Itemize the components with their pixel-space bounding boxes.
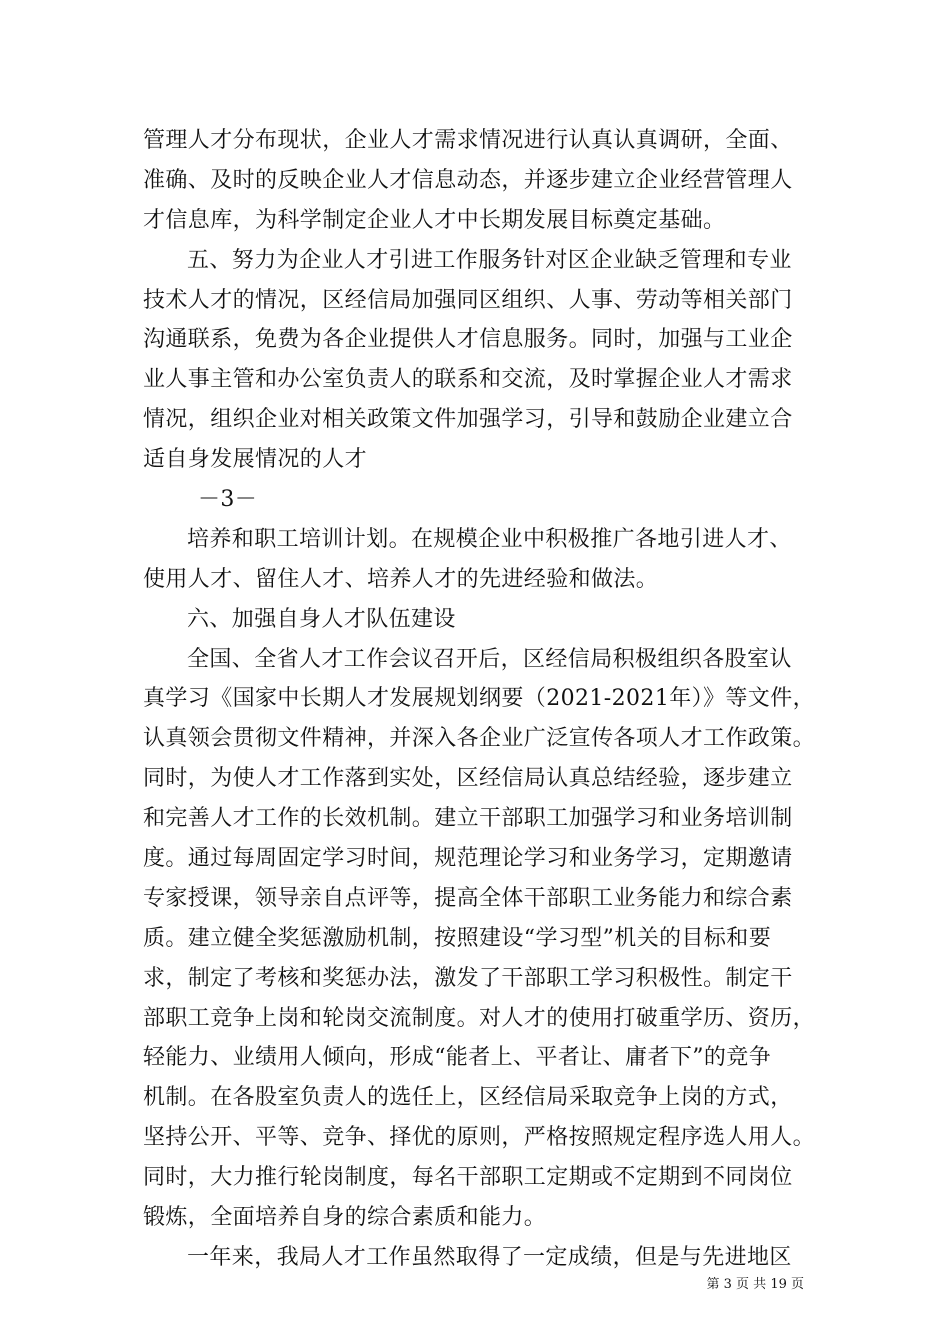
text-line: 培养和职工培训计划。在规模企业中积极推广各地引进人才、 <box>187 526 792 552</box>
text-line: 全国、全省人才工作会议召开后，区经信局积极组织各股室认 <box>187 646 792 672</box>
inline-page-marker: －3－ <box>198 487 258 513</box>
text-line: 真学习《国家中长期人才发展规划纲要（2021-2021年）》等文件， <box>143 686 816 712</box>
text-line: 五、努力为企业人才引进工作服务针对区企业缺乏管理和专业 <box>187 247 792 273</box>
document-body <box>143 121 816 1278</box>
text-line: 部职工竞争上岗和轮岗交流制度。对人才的使用打破重学历、资历， <box>143 1005 816 1031</box>
text-line: 管理人才分布现状，企业人才需求情况进行认真认真调研，全面、 <box>143 128 793 153</box>
text-line: 锻炼，全面培养自身的综合素质和能力。 <box>143 1205 547 1231</box>
text-line: 沟通联系，免费为各企业提供人才信息服务。同时，加强与工业企 <box>143 327 793 353</box>
text-line: 同时，为使人才工作落到实处，区经信局认真总结经验，逐步建立 <box>143 766 793 792</box>
text-line: 认真领会贯彻文件精神，并深入各企业广泛宣传各项人才工作政策。 <box>143 726 816 752</box>
text-line: 机制。在各股室负责人的选任上，区经信局采取竞争上岗的方式， <box>143 1085 793 1111</box>
text-line: 求，制定了考核和奖惩办法，激发了干部职工学习积极性。制定干 <box>143 965 793 991</box>
text-line: 和完善人才工作的长效机制。建立干部职工加强学习和业务培训制 <box>143 806 793 832</box>
page-number-label: 第 3 页 共 19 页 <box>706 1277 804 1292</box>
text-line: 坚持公开、平等、竞争、择优的原则，严格按照规定程序选人用人。 <box>143 1125 816 1151</box>
text-line: 准确、及时的反映企业人才信息动态，并逐步建立企业经营管理人 <box>143 167 793 193</box>
text-line: 同时，大力推行轮岗制度，每名干部职工定期或不定期到不同岗位 <box>143 1165 793 1191</box>
text-line: 适自身发展情况的人才 <box>143 447 368 473</box>
text-line: 一年来，我局人才工作虽然取得了一定成绩，但是与先进地区 <box>187 1244 792 1270</box>
text-line: 使用人才、留住人才、培养人才的先进经验和做法。 <box>143 566 659 592</box>
text-line: 六、加强自身人才队伍建设 <box>187 606 456 632</box>
text-line: 轻能力、业绩用人倾向，形成“能者上、平者让、庸者下”的竞争 <box>143 1045 772 1071</box>
text-line: 质。建立健全奖惩激励机制，按照建设“学习型”机关的目标和要 <box>143 925 772 951</box>
text-line: 度。通过每周固定学习时间，规范理论学习和业务学习，定期邀请 <box>143 846 793 872</box>
text-line: 业人事主管和办公室负责人的联系和交流，及时掌握企业人才需求 <box>143 367 793 393</box>
text-line: 情况，组织企业对相关政策文件加强学习，引导和鼓励企业建立合 <box>143 407 793 433</box>
text-line: 才信息库，为科学制定企业人才中长期发展目标奠定基础。 <box>143 207 726 233</box>
text-line: 专家授课，领导亲自点评等，提高全体干部职工业务能力和综合素 <box>143 885 793 911</box>
text-line: 技术人才的情况，区经信局加强同区组织、人事、劳动等相关部门 <box>143 287 793 313</box>
page-footer <box>707 1277 804 1293</box>
